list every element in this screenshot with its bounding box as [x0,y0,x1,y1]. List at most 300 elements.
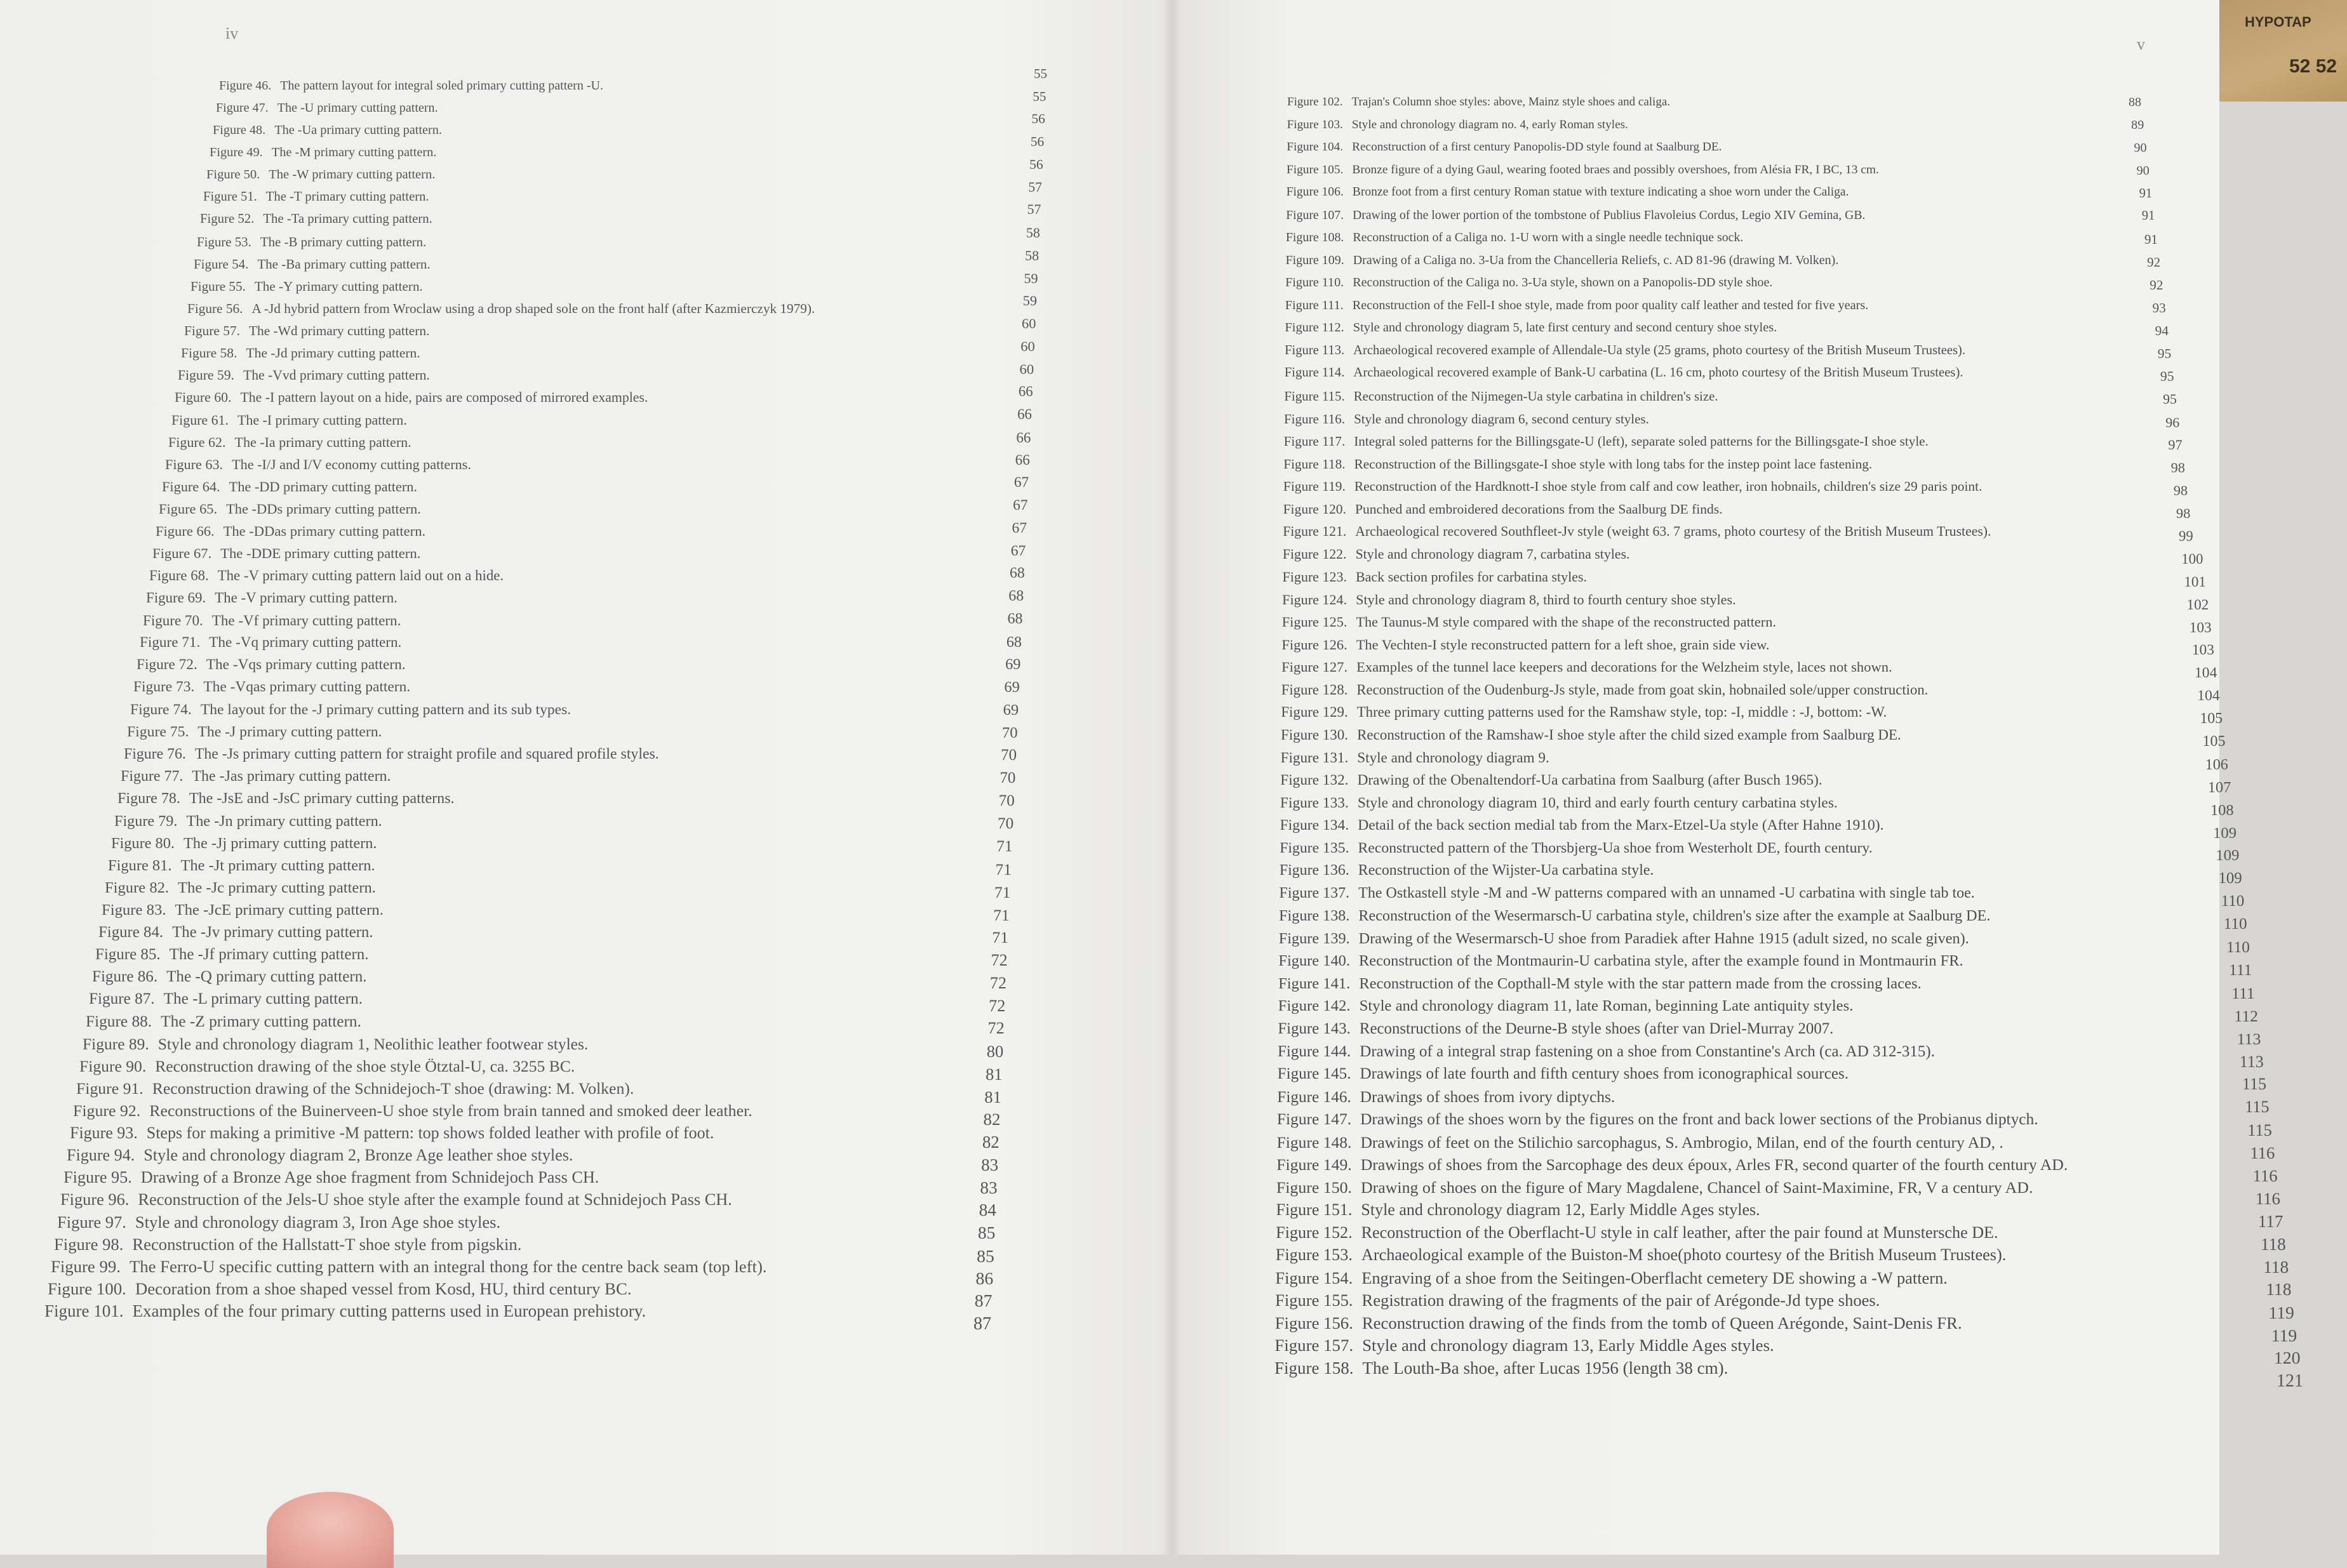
figure-page-number: 102 [2186,596,2209,613]
figure-number: Figure 96. [60,1190,130,1209]
figure-number: Figure 129. [1281,704,1348,721]
figure-caption: Reconstruction drawing of the Schnidejoch-T shoe (drawing: M. Volken). [152,1079,634,1098]
figure-entry [219,79,603,93]
figure-entry [197,234,426,250]
figure-caption: The -Js primary cutting pattern for straight profile and squared profile styles. [194,745,659,762]
figure-page-number: 89 [2131,117,2144,132]
figure-number: Figure 90. [79,1056,147,1075]
figure-page-number: 59 [1022,293,1037,309]
figure-page-number: 112 [2234,1006,2259,1025]
figure-caption: The -I primary cutting pattern. [237,412,407,429]
figure-entry [175,390,648,406]
figure-page-number: 91 [2144,232,2158,248]
figure-number: Figure 55. [191,279,246,295]
figure-caption: Drawings of shoes from ivory diptychs. [1360,1087,1615,1106]
figure-page-number: 104 [2197,688,2220,705]
figure-entry [1280,795,1838,812]
figure-page-number: 92 [2150,277,2163,293]
figure-caption: The -U primary cutting pattern. [277,101,438,116]
figure-caption: Reconstruction of the Copthall-M style with the star pattern made from the crossing laces. [1359,974,1922,992]
figure-page-number: 98 [2170,460,2185,476]
figure-number: Figure 131. [1280,749,1349,766]
figure-entry [1283,502,1723,517]
figure-caption: Archaeological recovered example of Bank-U carbatina (L. 16 cm, photo courtesy of the British Museum Trustees). [1353,366,1963,380]
figure-page-number: 87 [973,1314,991,1334]
figure-entry [105,879,376,897]
figure-entry [1285,343,1965,358]
figure-number: Figure 142. [1278,997,1351,1015]
figure-number: Figure 60. [175,390,232,406]
figure-page-number: 58 [1025,247,1040,263]
figure-number: Figure 155. [1275,1291,1353,1310]
figure-entry [171,412,407,429]
figure-page-number: 72 [989,973,1006,992]
figure-number: Figure 46. [219,79,272,93]
figure-page-number: 70 [998,792,1015,809]
figure-caption: The -Ua primary cutting pattern. [274,123,442,138]
figure-caption: Reconstruction of the Fell-I shoe style, made from poor quality calf leather and tested for five years. [1352,298,1869,312]
figure-entry [1284,389,1718,404]
figure-number: Figure 116. [1284,411,1346,427]
figure-number: Figure 73. [133,679,195,696]
figure-entry [86,1013,361,1031]
figure-caption: Detail of the back section medial tab from the Marx-Etzel-Ua style (After Hahne 1910). [1358,817,1884,834]
figure-entry [1284,411,1649,427]
figure-entry [1281,637,1769,653]
figure-page-number: 107 [2207,778,2231,796]
figure-entry [57,1213,500,1232]
figure-page-number: 97 [2168,437,2183,453]
figure-number: Figure 87. [89,990,155,1007]
figure-entry [124,746,659,763]
figure-caption: Examples of the tunnel lace keepers and decorations for the Welzheim style, laces not shown. [1356,659,1892,675]
figure-page-number: 83 [981,1155,999,1174]
figure-caption: The Louth-Ba shoe, after Lucas 1956 (length 38 cm). [1362,1359,1728,1378]
figure-caption: The -Jc primary cutting pattern. [178,879,376,896]
figure-page-number: 83 [980,1178,998,1197]
figure-number: Figure 99. [51,1256,121,1276]
figure-entry [191,279,423,295]
figure-number: Figure 127. [1281,659,1348,675]
corner-label-sticker [2219,0,2347,102]
figure-number: Figure 85. [95,945,161,963]
figure-page-number: 60 [1019,361,1034,377]
figure-entry [156,523,425,540]
figure-caption: The -Y primary cutting pattern. [254,279,423,295]
figure-number: Figure 88. [86,1012,152,1030]
figure-caption: Drawing of a integral strap fastening on a shoe from Constantine's Arch (ca. AD 312-315). [1360,1042,1935,1060]
figure-number: Figure 57. [184,323,240,339]
figure-number: Figure 139. [1278,929,1350,947]
figure-number: Figure 81. [108,856,172,874]
figure-number: Figure 136. [1279,862,1349,879]
figure-page-number: 93 [2152,300,2166,316]
figure-entry [1275,1268,1947,1288]
figure-entry [213,123,442,138]
figure-caption: Reconstruction of the Caliga no. 3-Ua style, shown on a Panopolis-DD style shoe. [1353,276,1773,290]
figure-caption: Reconstruction of the Wesermarsch-U carbatina style, children's size after the example at Saalburg DE. [1358,907,1991,925]
figure-caption: The -Ia primary cutting pattern. [234,434,411,451]
figure-number: Figure 69. [146,590,206,606]
left-page-number: iv [225,24,239,43]
figure-caption: Style and chronology diagram 3, Iron Age shoe styles. [135,1212,501,1232]
left-page [0,0,1172,1555]
figure-number: Figure 153. [1275,1246,1353,1265]
figure-entry [1276,1246,2007,1265]
figure-page-number: 68 [1006,633,1022,651]
figure-entry [1281,750,1549,767]
figure-page-number: 115 [2242,1075,2267,1094]
figure-entry [216,101,438,116]
figure-number: Figure 65. [159,501,218,517]
figure-number: Figure 104. [1287,140,1344,154]
figure-entry [1277,1088,1615,1106]
figure-caption: Archaeological recovered Southfleet-Jv style (weight 63. 7 grams, photo courtesy of the British Museum Trustees). [1355,524,1991,540]
figure-caption: The -JcE primary cutting pattern. [175,901,384,919]
figure-entry [133,679,410,696]
figure-page-number: 69 [1004,679,1020,696]
figure-number: Figure 52. [200,212,255,227]
figure-page-number: 66 [1017,406,1032,423]
figure-entry [1275,1291,1880,1310]
figure-page-number: 58 [1026,225,1040,241]
figure-number: Figure 138. [1279,907,1350,925]
corner-label-bottom: 52 52 [2289,56,2337,77]
figure-number: Figure 134. [1280,817,1349,834]
figure-number: Figure 115. [1284,388,1345,404]
figure-caption: Drawing of a Caliga no. 3-Ua from the Chancelleria Reliefs, c. AD 81-96 (drawing M. Volken). [1353,253,1839,267]
figure-entry [143,612,401,629]
figure-page-number: 70 [1001,724,1018,741]
figure-entry [127,724,382,741]
figure-page-number: 67 [1013,474,1029,491]
figure-entry [1276,1223,1998,1242]
figure-number: Figure 102. [1287,95,1343,109]
figure-caption: Integral soled patterns for the Billingsgate-U (left), separate soled patterns for the Billingsgate-I shoe style. [1354,434,1929,449]
figure-number: Figure 106. [1286,185,1344,199]
figure-number: Figure 91. [76,1079,144,1098]
figure-page-number: 68 [1008,588,1024,605]
figure-page-number: 68 [1010,565,1025,582]
figure-page-number: 119 [2268,1303,2294,1323]
figure-number: Figure 158. [1274,1359,1354,1378]
figure-number: Figure 74. [130,701,192,718]
figure-number: Figure 101. [44,1301,124,1320]
figure-caption: Reconstruction drawing of the shoe style Ötztal-U, ca. 3255 BC. [155,1056,575,1075]
figure-caption: Style and chronology diagram 11, late Roman, beginning Late antiquity styles. [1359,997,1854,1015]
figure-entry [1286,230,1744,245]
figure-caption: Reconstruction of the Montmaurin-U carbatina style, after the example found in Montmaurin FR. [1358,952,1963,970]
figure-page-number: 84 [979,1200,996,1220]
figure-page-number: 81 [984,1087,1001,1106]
figure-entry [1274,1359,1728,1378]
figure-caption: Reconstructions of the Deurne-B style shoes (after van Driel-Murray 2007. [1359,1020,1834,1037]
figure-number: Figure 94. [67,1145,135,1164]
figure-page-number: 56 [1029,156,1043,172]
figure-entry [206,168,435,182]
figure-page-number: 57 [1027,202,1041,218]
figure-caption: Drawings of shoes from the Sarcophage des deux époux, Arles FR, second quarter of the fourth century AD. [1360,1155,2068,1174]
figure-number: Figure 132. [1280,772,1349,789]
corner-label-top: HYPOTAP [2245,14,2311,30]
figure-entry [1278,1065,1849,1083]
figure-entry [1286,208,1865,223]
figure-entry [149,568,504,584]
figure-caption: The -DDs primary cutting pattern. [226,501,421,517]
figure-number: Figure 84. [98,923,164,941]
figure-page-number: 109 [2216,847,2240,865]
figure-caption: Examples of the four primary cutting patterns used in European prehistory. [132,1301,646,1320]
figure-page-number: 56 [1030,134,1045,150]
figure-number: Figure 145. [1277,1065,1351,1083]
figure-caption: The -Vvd primary cutting pattern. [243,368,430,383]
figure-entry [1275,1313,1962,1333]
figure-entry [1287,118,1628,132]
fingertip [267,1492,394,1568]
figure-caption: Reconstruction of the Oberflacht-U style in calf leather, after the pair found at Munstersche DE. [1361,1223,1998,1242]
figure-caption: The -Jf primary cutting pattern. [169,945,369,963]
figure-caption: Style and chronology diagram 6, second century styles. [1354,411,1649,427]
figure-page-number: 70 [1001,747,1017,764]
figure-number: Figure 117. [1283,434,1346,449]
figure-page-number: 67 [1013,497,1028,514]
figure-number: Figure 141. [1278,974,1351,992]
figure-page-number: 115 [2245,1098,2270,1117]
figure-page-number: 95 [2157,345,2172,361]
figure-entry [1283,569,1588,585]
figure-entry [1282,592,1736,608]
figure-page-number: 118 [2261,1234,2286,1254]
figure-number: Figure 97. [57,1212,126,1232]
figure-entry [159,501,421,517]
figure-entry [95,946,368,964]
figure-page-number: 72 [989,996,1006,1015]
figure-caption: The -Vqs primary cutting pattern. [206,656,406,674]
figure-number: Figure 70. [143,612,203,629]
figure-number: Figure 79. [114,812,178,830]
figure-page-number: 99 [2179,528,2193,544]
figure-number: Figure 150. [1276,1178,1353,1197]
figure-entry [194,256,431,272]
figure-number: Figure 67. [152,545,212,562]
figure-entry [1282,614,1776,630]
figure-page-number: 116 [2252,1166,2278,1185]
figure-caption: Style and chronology diagram 10, third and early fourth century carbatina styles. [1357,794,1838,811]
figure-caption: The -Jd primary cutting pattern. [246,345,420,361]
figure-caption: The -I/J and I/V economy cutting patterns. [232,456,471,473]
figure-entry [114,813,382,830]
figure-caption: The -J primary cutting pattern. [197,723,382,740]
figure-page-number: 87 [974,1291,993,1312]
figure-caption: Decoration from a shoe shaped vessel from Kosd, HU, third century BC. [135,1279,632,1298]
figure-caption: The -Jj primary cutting pattern. [183,834,377,852]
figure-entry [146,590,398,606]
figure-page-number: 109 [2213,824,2237,842]
figure-caption: The -Jas primary cutting pattern. [192,767,391,785]
figure-entry [1276,1155,2068,1174]
figure-caption: Style and chronology diagram 2, Bronze Age leather shoe styles. [144,1145,573,1164]
figure-number: Figure 157. [1274,1336,1354,1355]
figure-page-number: 81 [986,1064,1003,1084]
figure-entry [1283,456,1872,472]
figure-page-number: 98 [2176,505,2191,522]
figure-entry [184,323,429,339]
figure-entry [1280,772,1822,789]
figure-page-number: 106 [2205,755,2228,773]
figure-page-number: 104 [2195,665,2217,682]
figure-page-number: 55 [1033,88,1046,104]
figure-caption: Registration drawing of the fragments of the pair of Arégonde-Jd type shoes. [1361,1291,1880,1310]
figure-number: Figure 121. [1283,524,1347,540]
figure-caption: Drawings of the shoes worn by the figures on the front and back lower sections of the Probianus diptych. [1360,1110,2038,1129]
figure-number: Figure 62. [168,434,226,451]
figure-page-number: 95 [2160,368,2174,384]
figure-page-number: 92 [2147,255,2161,270]
figure-entry [60,1190,732,1209]
figure-number: Figure 111. [1285,298,1344,312]
figure-caption: The layout for the -J primary cutting pattern and its sub types. [200,701,572,718]
figure-number: Figure 95. [64,1167,132,1186]
figure-entry [1277,1133,2003,1152]
figure-caption: Reconstruction of a first century Panopolis-DD style found at Saalburg DE. [1352,140,1722,154]
figure-caption: Style and chronology diagram 5, late first century and second century shoe styles. [1353,321,1777,335]
figure-entry [76,1079,634,1098]
figure-number: Figure 156. [1274,1313,1353,1332]
figure-page-number: 59 [1024,270,1038,286]
figure-number: Figure 149. [1276,1155,1352,1174]
figure-caption: Reconstruction of the Nijmegen-Ua style carbatina in children's size. [1353,388,1718,404]
figure-page-number: 90 [2134,140,2147,155]
figure-number: Figure 124. [1282,591,1347,608]
figure-entry [1285,366,1963,380]
figure-number: Figure 130. [1281,727,1349,743]
figure-page-number: 103 [2189,619,2212,636]
figure-page-number: 101 [2184,573,2206,590]
figure-number: Figure 122. [1282,546,1347,562]
figure-page-number: 91 [2141,209,2155,223]
figure-entry [1280,885,1975,902]
figure-page-number: 82 [982,1133,1000,1152]
figure-caption: Reconstruction of the Wijster-Ua carbatina style. [1358,862,1654,879]
figure-number: Figure 80. [111,834,175,852]
figure-page-number: 111 [2229,960,2252,979]
figure-entry [102,901,384,919]
figure-entry [187,301,815,317]
figure-page-number: 71 [993,905,1010,924]
figure-page-number: 108 [2210,801,2234,819]
figure-page-number: 66 [1018,383,1033,400]
figure-entry [89,990,363,1008]
figure-number: Figure 119. [1283,479,1346,495]
figure-number: Figure 63. [165,456,224,473]
figure-caption: Engraving of a shoe from the Seitingen-Oberflacht cemetery DE showing a -W pattern. [1361,1268,1948,1287]
figure-number: Figure 100. [48,1279,126,1298]
figure-number: Figure 135. [1280,839,1349,856]
figure-number: Figure 103. [1287,117,1343,131]
figure-caption: Reconstruction of the Billingsgate-I shoe style with long tabs for the instep point lace fastening. [1354,456,1873,472]
figure-caption: Steps for making a primitive -M pattern: top shows folded leather with profile of foot. [146,1123,714,1142]
figure-entry [1280,817,1884,834]
figure-number: Figure 64. [162,479,220,495]
figure-caption: The -T primary cutting pattern. [265,190,429,204]
figure-number: Figure 92. [73,1101,141,1120]
figure-entry [73,1101,752,1120]
figure-caption: The -M primary cutting pattern. [271,145,437,160]
figure-caption: Reconstructed pattern of the Thorsbjerg-Ua shoe from Westerholt DE, fourth century. [1358,839,1873,856]
figure-page-number: 110 [2223,915,2247,933]
figure-caption: Archaeological example of the Buiston-M shoe(photo courtesy of the British Museum Trustees). [1361,1246,2007,1265]
figure-page-number: 115 [2247,1120,2272,1140]
figure-page-number: 110 [2226,938,2250,957]
figure-entry [1287,163,1879,177]
figure-page-number: 96 [2165,414,2180,430]
figure-page-number: 69 [1005,656,1021,674]
figure-caption: The -Z primary cutting pattern. [161,1012,361,1030]
figure-page-number: 82 [983,1110,1001,1129]
figure-caption: The -W primary cutting pattern. [269,168,436,182]
figure-number: Figure 137. [1279,884,1350,901]
figure-caption: Drawing of the Wesermarsch-U shoe from Paradiek after Hahne 1915 (adult sized, no scale given). [1358,929,1969,947]
figure-page-number: 55 [1034,66,1047,81]
figure-number: Figure 123. [1282,569,1347,585]
figure-entry [1281,682,1929,698]
figure-number: Figure 147. [1276,1110,1352,1129]
figure-page-number: 68 [1007,610,1023,627]
figure-entry [1285,298,1869,313]
figure-caption: The Taunus-M style compared with the shape of the reconstructed pattern. [1356,614,1776,630]
figure-number: Figure 108. [1285,230,1344,245]
figure-page-number: 86 [975,1268,994,1289]
figure-page-number: 85 [977,1223,996,1243]
figure-entry [51,1257,767,1277]
figure-entry [1283,547,1630,562]
figure-page-number: 118 [2266,1280,2292,1299]
figure-number: Figure 49. [210,145,263,160]
figure-caption: Archaeological recovered example of Allendale-Ua style (25 grams, photo courtesy of the British Museum Trustees). [1353,343,1966,357]
figure-page-number: 116 [2250,1143,2275,1163]
figure-caption: The -B primary cutting pattern. [260,234,427,250]
figure-entry [1278,1020,1833,1038]
figure-page-number: 105 [2202,733,2226,750]
figure-page-number: 100 [2181,550,2203,567]
figure-number: Figure 51. [203,190,257,204]
figure-entry [152,545,420,562]
figure-caption: The -Wd primary cutting pattern. [248,323,430,339]
figure-number: Figure 78. [117,790,180,807]
figure-caption: Bronze foot from a first century Roman statue with texture indicating a shoe worn under the Caliga. [1352,185,1849,199]
figure-entry [117,790,455,807]
figure-caption: The Ostkastell style -M and -W patterns compared with an unnamed -U carbatina with single tab toe. [1358,884,1975,901]
figure-caption: The -I pattern layout on a hide, pairs are composed of mirrored examples. [240,390,648,406]
figure-number: Figure 59. [178,368,234,383]
figure-caption: The Ferro-U specific cutting pattern with an integral thong for the centre back seam (top left). [129,1256,767,1276]
figure-entry [67,1146,573,1165]
figure-caption: The -DDas primary cutting pattern. [223,523,426,540]
figure-entry [1280,840,1872,857]
figure-number: Figure 107. [1286,208,1344,222]
figure-page-number: 69 [1003,701,1019,719]
figure-number: Figure 125. [1281,614,1347,630]
figure-page-number: 67 [1012,519,1027,536]
figure-caption: Reconstructions of the Buinerveen-U shoe style from brain tanned and smoked deer leather. [149,1101,752,1120]
figure-number: Figure 89. [83,1034,149,1053]
figure-caption: Reconstruction of the Ramshaw-I shoe style after the child sized example from Saalburg DE. [1357,727,1901,743]
figure-entry [1284,434,1929,449]
figure-number: Figure 114. [1284,366,1345,380]
figure-page-number: 66 [1015,451,1030,468]
figure-caption: Style and chronology diagram 13, Early Middle Ages styles. [1362,1336,1774,1355]
figure-caption: The -DD primary cutting pattern. [229,479,417,495]
